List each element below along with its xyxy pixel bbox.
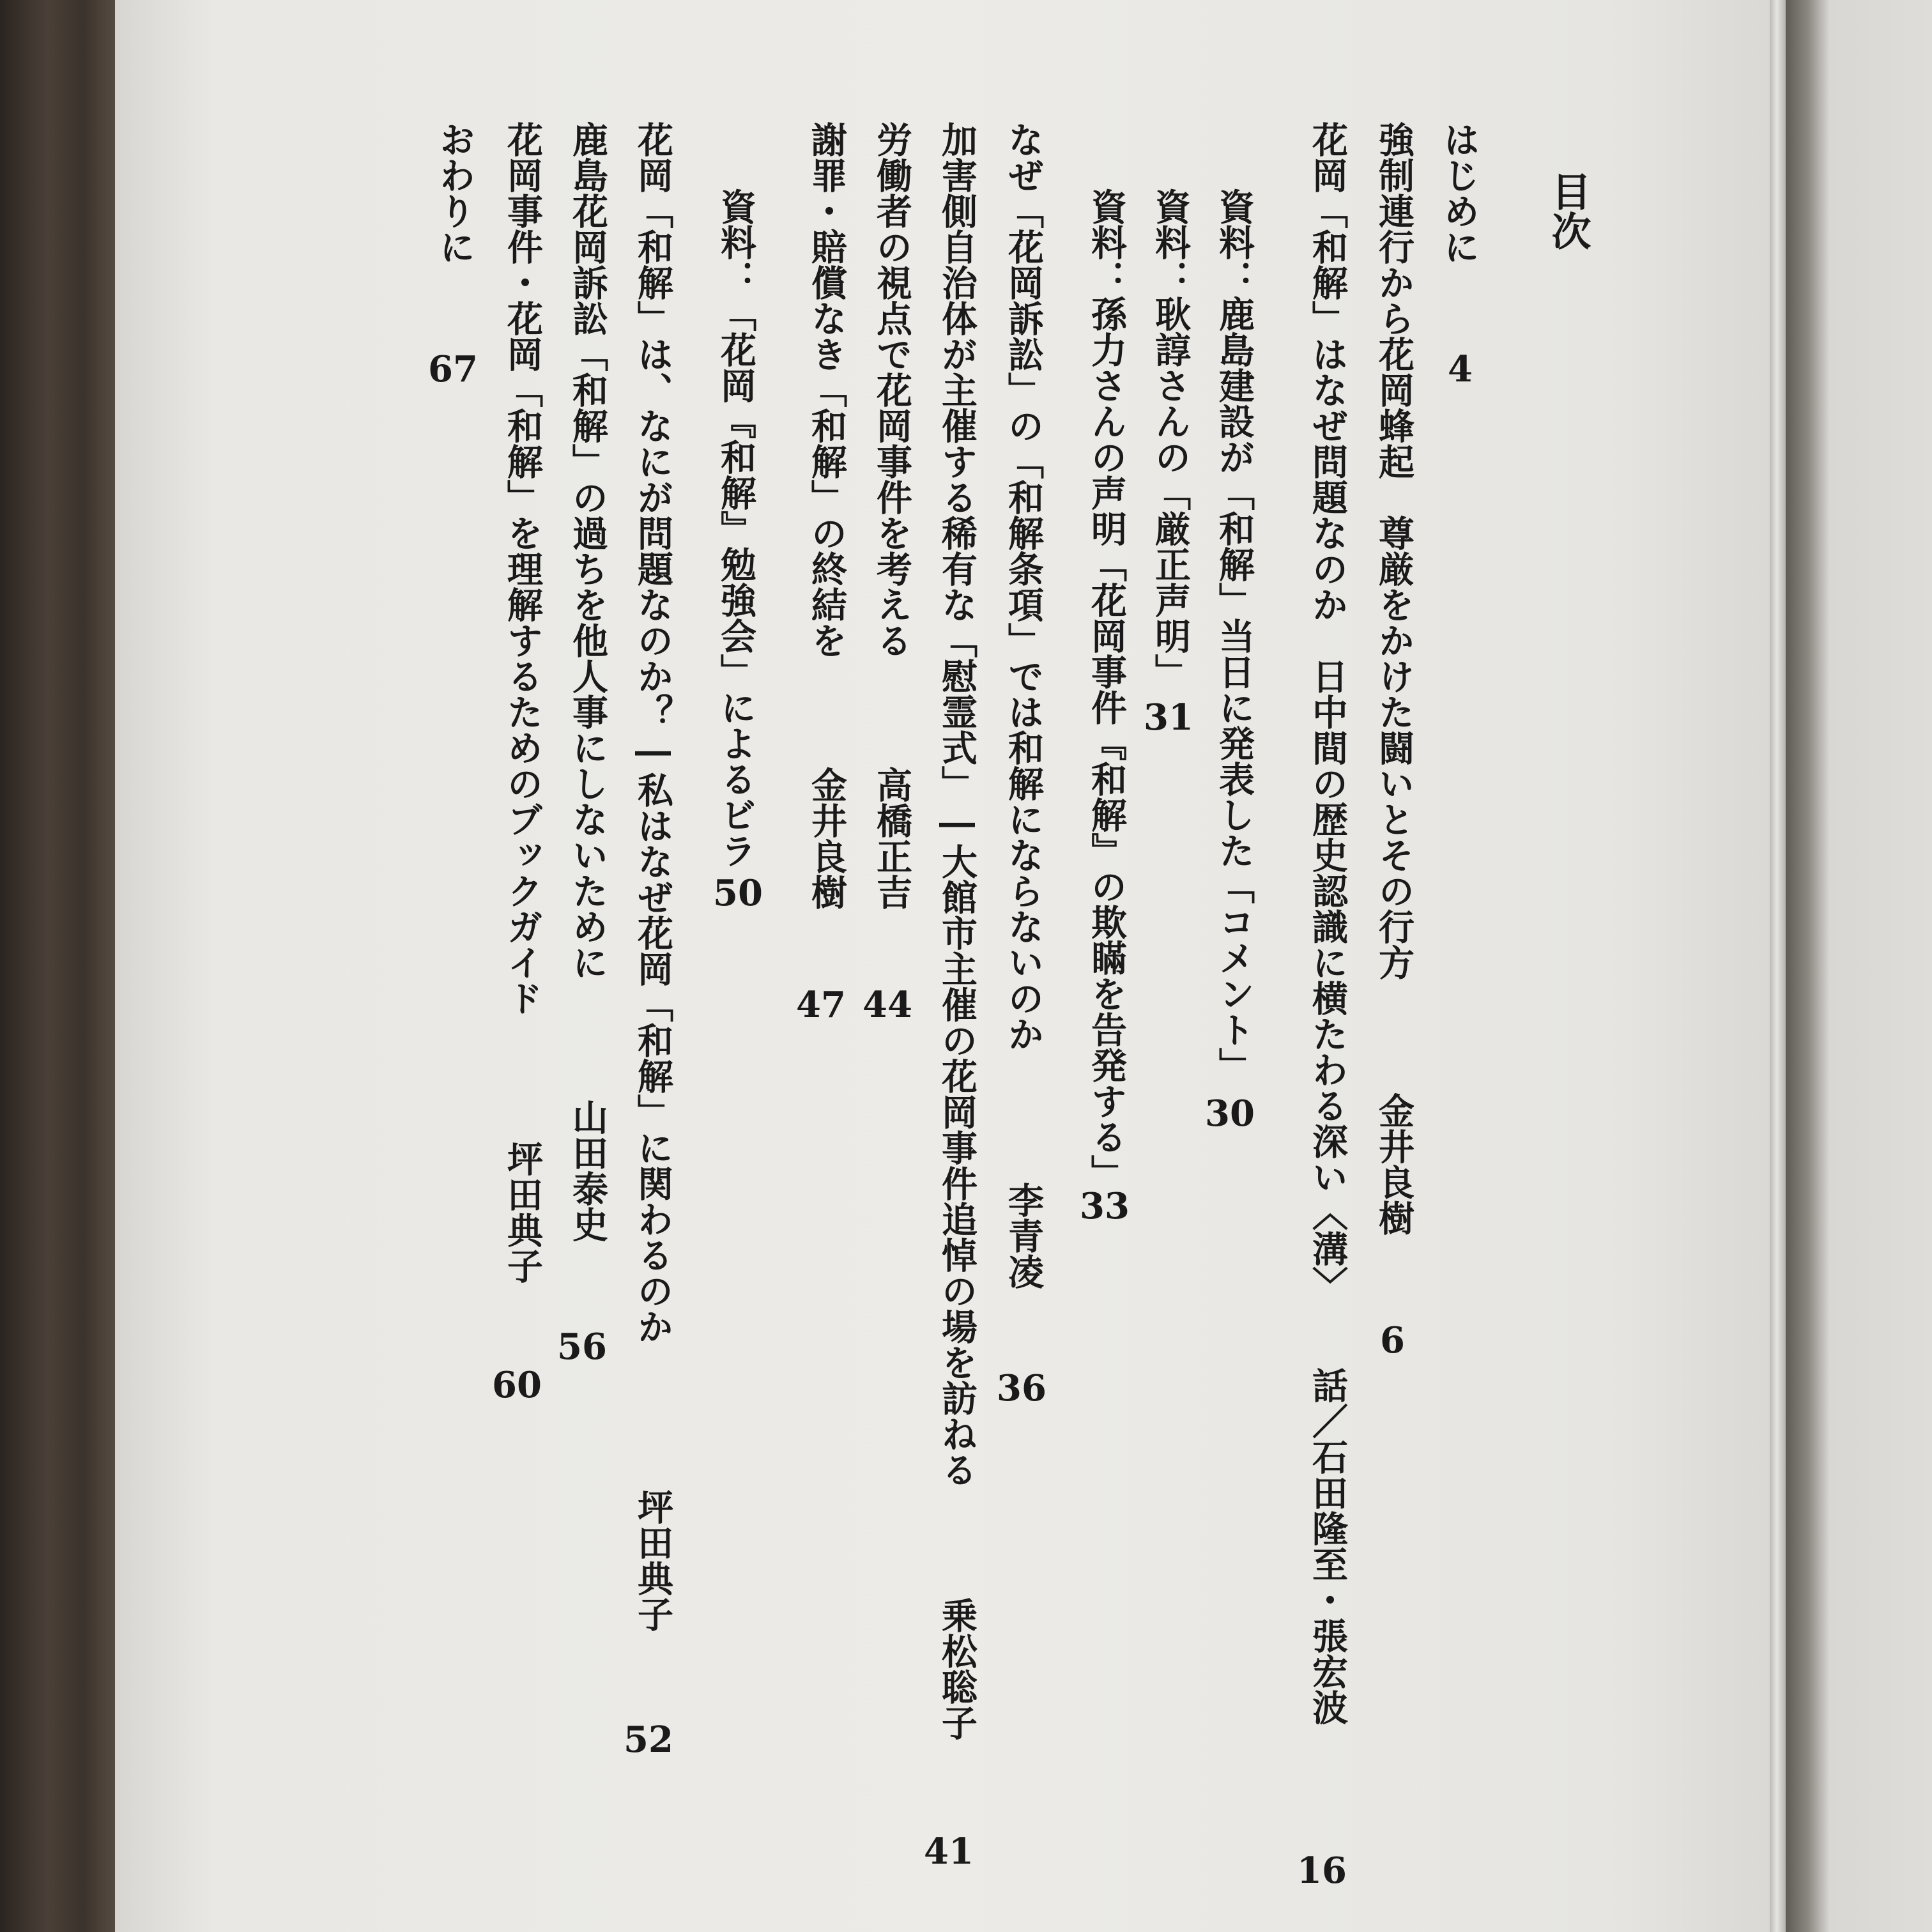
- toc-entry-page: 4: [1448, 348, 1473, 390]
- toc-entry-page: 36: [997, 1367, 1046, 1409]
- toc-entry-author: 李青凌: [1002, 1182, 1045, 1289]
- toc-entry-text: 労働者の視点で花岡事件を考える: [871, 121, 913, 658]
- toc-entry-author: 乗松聡子: [936, 1597, 978, 1740]
- toc-entry-text: 花岡「和解」はなぜ問題なのか 日中間の歴史認識に横たわる深い〈溝〉: [1307, 121, 1349, 1302]
- toc-entry-author: 坪田典子: [502, 1140, 544, 1284]
- toc-entry-text: 加害側自治体が主催する稀有な「慰霊式」―大館市主催の花岡事件追悼の場を訪ねる: [936, 121, 978, 1487]
- toc-entry-text: 花岡「和解」は、なにが問題なのか？―私はなぜ花岡「和解」に関わるのか: [632, 121, 674, 1344]
- toc-entry-page: 47: [796, 984, 846, 1026]
- toc-entry-author: 山田泰史: [567, 1099, 609, 1242]
- toc-entry-page: 6: [1380, 1319, 1405, 1361]
- toc-entry-text: 鹿島花岡訴訟「和解」の過ちを他人事にしないために: [567, 121, 609, 980]
- wood-background: [0, 0, 118, 1932]
- toc-entry-page: 56: [557, 1326, 607, 1368]
- toc-entry-page: 30: [1205, 1092, 1255, 1135]
- toc-entry-author: 金井良樹: [1373, 1092, 1415, 1236]
- toc-entry-page: 50: [713, 872, 763, 914]
- toc-entry-page: 44: [862, 984, 912, 1026]
- toc-entry-text: 資料：耿諄さんの「厳正声明」: [1149, 188, 1192, 689]
- toc-entry-page: 33: [1080, 1185, 1130, 1227]
- toc-entry-page: 52: [624, 1719, 673, 1761]
- toc-entry-text: 資料：鹿島建設が「和解」当日に発表した「コメント」: [1213, 188, 1255, 1083]
- toc-entry-text: 謝罪・賠償なき「和解」の終結を: [806, 121, 848, 658]
- toc-entry-page: 16: [1297, 1850, 1347, 1892]
- page-edge: [1770, 0, 1788, 1932]
- toc-entry-text: おわりに: [434, 121, 476, 264]
- toc-entry-page: 41: [924, 1830, 974, 1873]
- toc-entry-page: 60: [492, 1364, 542, 1406]
- toc-entry-text: なぜ「花岡訴訟」の「和解条項」では和解にならないのか: [1002, 121, 1045, 1052]
- toc-entry-text: 強制連行から花岡蜂起 尊厳をかけた闘いとその行方: [1373, 121, 1415, 980]
- toc-entry-author: 坪田典子: [632, 1489, 674, 1632]
- toc-title: 目次: [1545, 171, 1591, 250]
- toc-entry-text: はじめに: [1438, 121, 1480, 264]
- facing-page: [1786, 0, 1932, 1932]
- toc-entry-page: 31: [1144, 696, 1193, 739]
- toc-entry-author: 金井良樹: [806, 767, 848, 910]
- toc-entry-text: 資料：孫力さんの声明「花岡事件『和解』の欺瞞を告発する」: [1085, 188, 1128, 1190]
- toc-entry-author: 高橋正吉: [871, 767, 913, 910]
- toc-entry-page: 67: [428, 348, 478, 390]
- toc-entry-text: 資料：「花岡『和解』勉強会」によるビラ: [715, 188, 757, 868]
- toc-entry-author: 話／石田隆至・張宏波: [1307, 1367, 1349, 1725]
- toc-entry-text: 花岡事件・花岡「和解」を理解するためのブックガイド: [502, 121, 544, 1016]
